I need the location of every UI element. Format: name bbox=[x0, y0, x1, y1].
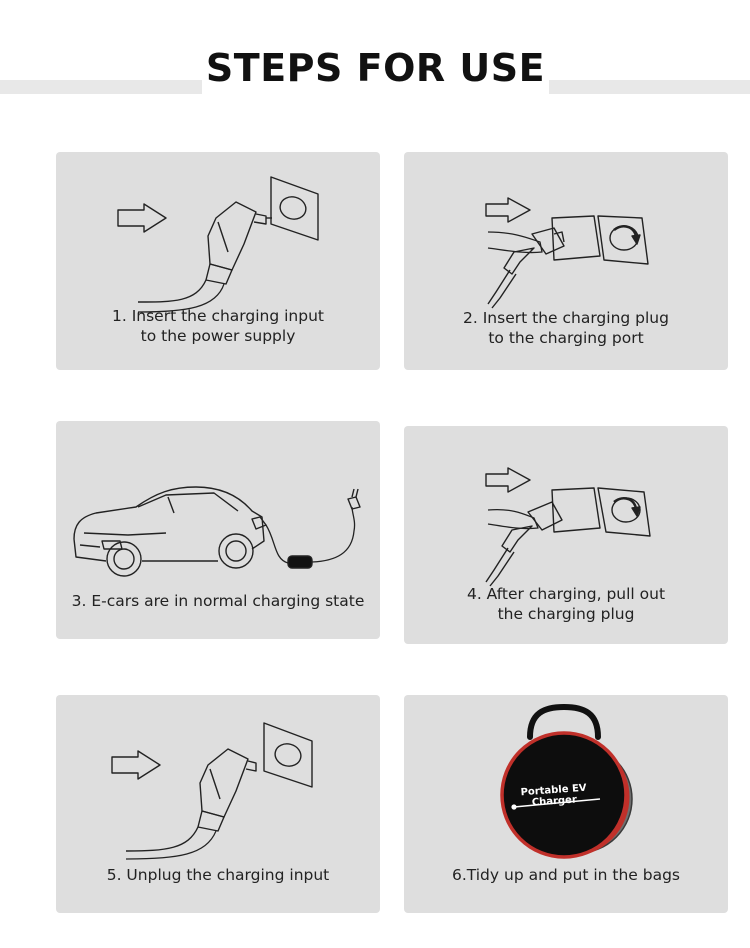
step-2-caption-line1: 2. Insert the charging plug bbox=[463, 309, 669, 327]
title-rule-right bbox=[549, 80, 750, 94]
step-2-caption-line2: to the charging port bbox=[488, 329, 644, 347]
step-6-caption-line1: 6.Tidy up and put in the bags bbox=[451, 866, 681, 884]
step-card-3 bbox=[56, 421, 380, 639]
step-4-caption-line1: 4. After charging, pull out bbox=[466, 585, 666, 603]
step-card-2 bbox=[404, 152, 728, 370]
bag-label: Portable EV Charger bbox=[520, 782, 587, 809]
step-1-caption-line2: to the power supply bbox=[140, 327, 296, 345]
step-3-caption-line1: 3. E-cars are in normal charging state bbox=[71, 592, 365, 610]
step-4-caption-line2: the charging plug bbox=[497, 605, 635, 623]
step-card-6 bbox=[404, 695, 728, 913]
step-card-4 bbox=[404, 426, 728, 644]
step-5-caption-line1: 5. Unplug the charging input bbox=[106, 866, 330, 884]
title-rule-left bbox=[0, 80, 202, 94]
step-card-1 bbox=[56, 152, 380, 370]
step-card-5 bbox=[56, 695, 380, 913]
page-title: STEPS FOR USE bbox=[205, 46, 546, 90]
step-1-caption-line1: 1. Insert the charging input bbox=[111, 307, 324, 325]
